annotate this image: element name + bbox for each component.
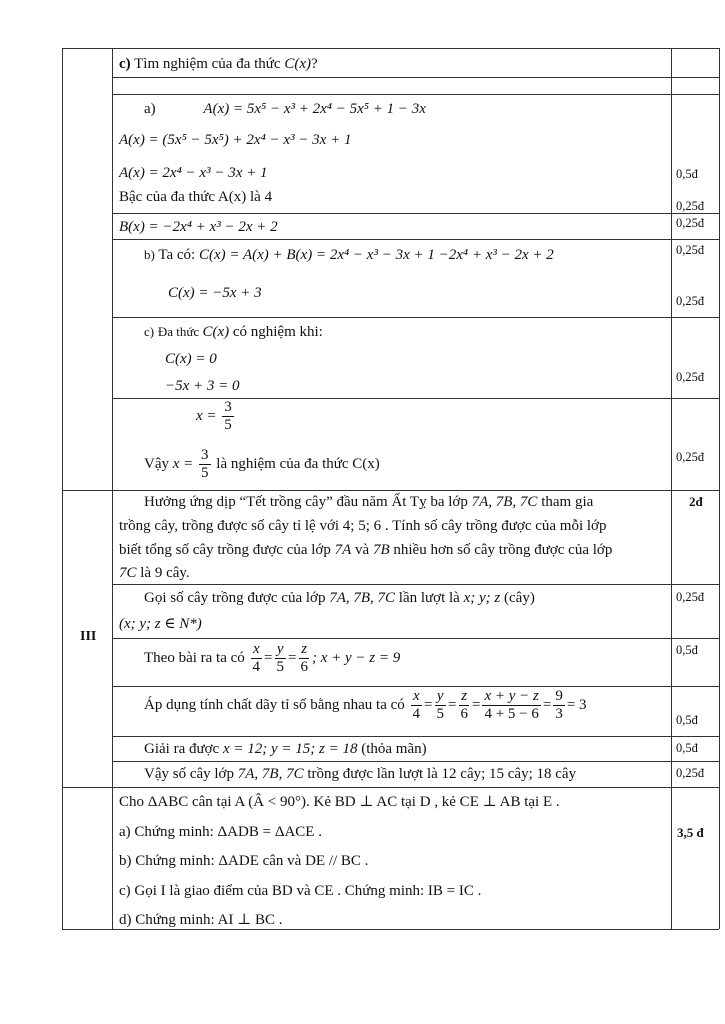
part-a-line1 [144,99,426,119]
problem-text-end: tham gia [537,494,594,510]
part-a-label: a) [144,101,156,117]
part-b-intro: Ta có: [158,247,199,263]
prop-fraction-z: $\frac{z}{6}$ [460,688,468,722]
ratio-fraction-z: $\frac{z}{6}$ [300,641,308,675]
step-domain: (x; y; z ∈ N*) [119,616,202,632]
points-cell: 0,5đ [676,713,698,727]
header-question: c) Tìm nghiệm của đa thức C(x)? [119,56,318,72]
prop-fraction-value: $\frac{9}{3}$ [555,688,563,722]
section-total-points: 2đ [689,494,703,509]
section-divider [62,787,719,788]
problem-text: và [351,542,373,558]
step-text: Vậy số cây lớp [144,766,238,782]
row-line [112,761,719,762]
step-define-vars [144,588,535,608]
points-cell: 0,25đ [676,294,705,308]
step-text: Gọi số cây trồng được của lớp [144,590,330,606]
solution-x [196,399,236,434]
geometry-line-1: Cho ΔABC cân tại A (Â < 90°). Kẻ BD ⊥ AC tại D , kẻ CE ⊥ AB tại E . [119,794,560,810]
table-top-border [62,48,719,49]
part-c-text2: có nghiệm khi: [229,324,323,340]
solution-fraction [222,399,234,434]
equation-c-zero: C(x) = 0 [165,351,217,367]
points-cell: 0,25đ [676,590,705,604]
step-ratio: Theo bài ra ta có $\frac{x}{4}$ = $\frac{y}{5}$ = $\frac{z}{6}$ ; x + y − z = 9 [144,641,401,675]
fraction-denominator: 5 [224,417,232,433]
expr-c-expanded: 2x⁴ − x³ − 3x + 1 −2x⁴ + x³ − 2x + 2 [329,247,554,263]
conclusion-line [144,447,380,482]
class-name: 7C [119,565,137,581]
fraction-denominator: 5 [201,465,209,481]
row-line [112,94,719,95]
points-cell: 0,25đ [676,243,705,257]
row-line [112,736,719,737]
fraction-numerator: 3 [201,447,209,463]
class-name: 7B [372,542,390,558]
expr-a-given: A(x) = 5x⁵ − x³ + 2x⁴ − 5x⁵ + 1 − 3x [203,101,426,117]
class-names: 7A, 7B, 7C [329,590,396,606]
step-text: (cây) [500,590,535,606]
row-line [112,317,719,318]
conclusion-fraction [199,447,211,482]
step-solve [144,739,427,759]
points-cell: 0,5đ [676,741,698,755]
problem-text: biết tổng số cây trồng được của lớp [119,542,335,558]
table-border-right [719,48,720,929]
conclusion-x: x = [172,455,194,472]
table-divider-col2 [671,48,672,929]
solution-values: x = 12; y = 15; z = 18 [222,741,358,757]
step-property: Áp dụng tính chất dãy tỉ số bằng nhau ta có $\frac{x}{4}$ = $\frac{y}{5}$ = $\frac{z}{6}$ = $\frac{x + y - z}{4 + 5 - 6}$ = $\frac{9}{3}$ = 3 [144,688,587,722]
points-cell: 0,25đ [676,450,705,464]
equation-linear: −5x + 3 = 0 [165,378,240,394]
points-cell: 0,25đ [676,199,705,213]
part-c-text1: Đa thức [157,324,203,339]
expr-a-grouped: A(x) = (5x⁵ − 5x⁵) + 2x⁴ − x³ − 3x + 1 [119,132,352,148]
geometry-line-3: b) Chứng minh: ΔADE cân và DE // BC . [119,853,369,869]
degree-statement: Bậc của đa thức A(x) là 4 [119,189,273,205]
row-line [112,77,719,78]
section4-total-points: 3,5 đ [677,825,704,840]
problem-text: Hưởng ứng dịp “Tết trồng cây” đầu năm Ất Tỵ ba lớp [144,494,472,510]
header-poly: C(x) [284,56,311,72]
table-divider-col1 [112,48,113,929]
prop-fraction-sum: $\frac{x + y - z}{4 + 5 - 6}$ [484,688,539,722]
section-number: III [80,629,97,644]
row-line [112,638,719,639]
ratio-fraction-y: $\frac{y}{5}$ [276,641,284,675]
points-cell: 0,25đ [676,216,705,230]
header-text: Tìm nghiệm của đa thức [130,56,285,72]
header-label: c) [119,56,131,72]
fraction-numerator: 3 [224,399,232,415]
expr-b: B(x) = −2x⁴ + x³ − 2x + 2 [119,219,278,235]
problem-text: nhiều hơn số cây trồng được của lớp [389,542,613,558]
class-name: 7A [334,542,352,558]
part-c-line [144,322,323,342]
prop-fraction-x: $\frac{x}{4}$ [412,688,421,722]
problem-line-4 [119,563,190,583]
step-conclusion [144,764,576,784]
class-names: 7A, 7B, 7C [237,766,304,782]
step-text: (thỏa mãn) [357,741,427,757]
row-line [112,213,719,214]
problem-line-1 [144,492,593,512]
expr-c-result: C(x) = −5x + 3 [168,285,262,301]
row-line [112,239,719,240]
row-line [112,686,719,687]
geometry-line-4: c) Gọi I là giao điểm của BD và CE . Chứng minh: IB = IC . [119,883,482,899]
conclusion-suffix: là nghiệm của đa thức C(x) [216,455,380,472]
geometry-line-2: a) Chứng minh: ΔADB = ΔACE . [119,824,322,840]
prop-fraction-y: $\frac{y}{5}$ [436,688,444,722]
step-text: Áp dụng tính chất dãy tỉ số bằng nhau ta có [144,696,405,713]
problem-line-2: trồng cây, trồng được số cây tỉ lệ với 4; 5; 6 . Tính số cây trồng được của mỗi lớp [119,518,607,534]
row-line [112,584,719,585]
part-c-poly: C(x) [202,324,230,340]
step-text: lần lượt là [395,590,464,606]
solution-x-prefix: x = [196,407,217,424]
class-names: 7A, 7B, 7C [471,494,538,510]
step-text: trồng được lần lượt là [303,766,442,782]
problem-line-3 [119,540,612,560]
points-cell: 0,25đ [676,766,705,780]
ratio-condition: ; x + y − z = 9 [311,649,401,666]
ratio-fraction-x: $\frac{x}{4}$ [252,641,261,675]
part-b-label: b) [144,247,155,262]
variables: x; y; z [463,590,501,606]
expr-a-simplified: A(x) = 2x⁴ − x³ − 3x + 1 [119,165,268,181]
points-cell: 0,5đ [676,167,698,181]
part-c-label: c) [144,324,155,339]
problem-text: là 9 cây. [136,565,190,581]
conclusion-prefix: Vậy [144,455,173,472]
points-cell: 0,25đ [676,370,705,384]
section-divider [62,490,719,491]
final-answer: 12 cây; 15 cây; 18 cây [441,766,577,782]
step-text: Theo bài ra ta có [144,649,245,666]
points-cell: 0,5đ [676,643,698,657]
expr-c-sum: C(x) = A(x) + B(x) = [198,247,330,263]
geometry-line-5: d) Chứng minh: AI ⊥ BC . [119,912,283,928]
table-border-left [62,48,63,929]
step-text: Giải ra được [144,741,223,757]
part-b-line [144,245,554,265]
